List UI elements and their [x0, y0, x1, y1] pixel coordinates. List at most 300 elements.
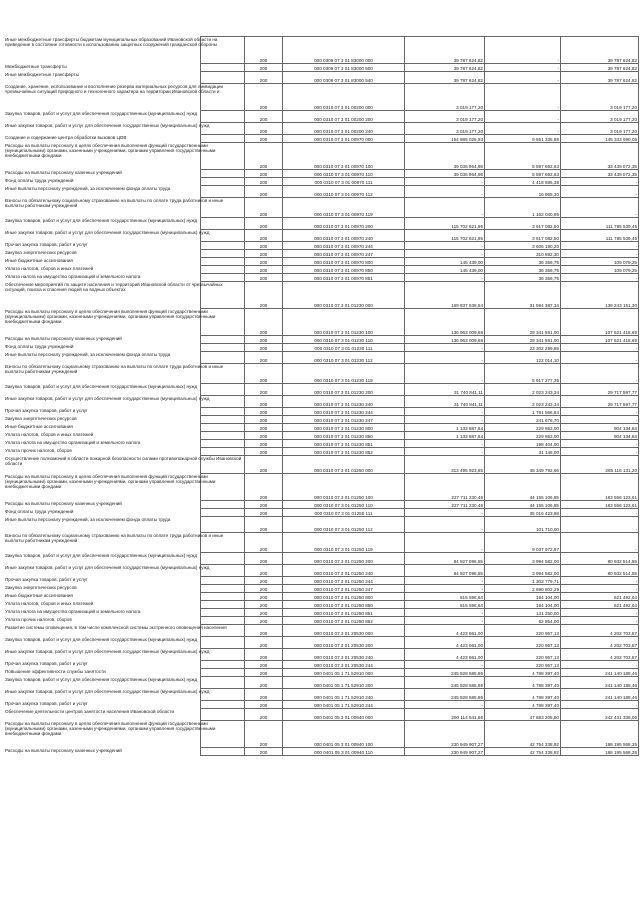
row-name: Закупка товаров, работ и услуг для обеспечения государственных (муниципальных) нужд — [5, 637, 198, 642]
row-name-cell — [5, 593, 245, 601]
table-row — [201, 701, 639, 709]
row-remaining: - — [561, 585, 639, 593]
row-executed: 29 341 591,00 — [485, 309, 561, 336]
row-executed: 16 965,30 — [485, 186, 561, 198]
row-approved: - — [405, 517, 485, 533]
row-line-code: 200 — [245, 178, 283, 186]
table-row — [201, 274, 639, 282]
row-approved: 815 596,64 — [405, 601, 485, 609]
row-name: Иные бюджетные ассигнования — [5, 593, 73, 598]
row-remaining: 241 140 188,46 — [561, 669, 639, 677]
table-row — [201, 649, 639, 661]
row-budget-code: 000 0309 07 3 01 83000 000 — [283, 37, 405, 64]
row-name: Уплата налога на имущество организаций и земельного налога — [5, 440, 141, 445]
row-remaining: - — [561, 352, 639, 364]
row-approved: 1 133 687,84 — [405, 424, 485, 432]
row-line-code: 200 — [245, 198, 283, 218]
row-executed: 42 754 338,92 — [485, 721, 561, 748]
row-name-cell — [5, 84, 245, 111]
row-budget-code: 000 0401 05 3 01 00940 000 — [283, 709, 405, 721]
table-row — [201, 344, 639, 352]
row-remaining: 265 116 131,20 — [561, 456, 639, 474]
row-executed: 5 917 277,35 — [485, 364, 561, 384]
row-name: Развитие системы оповещения, в том числе комплексной системы экстренного оповещения населения — [5, 625, 227, 630]
row-name: Закупка товаров, работ и услуг для обеспечения государственных (муниципальных) нужд — [5, 111, 198, 116]
row-remaining: 39 787 624,82 — [561, 64, 639, 72]
row-remaining: 107 621 418,69 — [561, 309, 639, 336]
row-budget-code: 000 0310 07 3 01 01230 800 — [283, 424, 405, 432]
row-executed: 3 917 082,50 — [485, 218, 561, 230]
row-line-code: 200 — [245, 517, 283, 533]
row-line-code: 200 — [245, 344, 283, 352]
row-budget-code: 000 0310 07 3 01 01250 247 — [283, 585, 405, 593]
table-row — [201, 553, 639, 565]
row-approved: 39 036 964,98 — [405, 143, 485, 170]
row-name-cell — [5, 352, 245, 364]
row-remaining: 904 134,84 — [561, 424, 639, 432]
row-name-cell — [5, 309, 245, 336]
row-name-cell — [5, 230, 245, 242]
budget-execution-table — [5, 36, 639, 756]
row-approved: 227 711 230,46 — [405, 474, 485, 501]
row-executed: 229 553,00 — [485, 432, 561, 440]
table-row — [201, 178, 639, 186]
row-line-code: 200 — [245, 282, 283, 309]
row-executed: 229 553,00 — [485, 424, 561, 432]
row-line-code: 200 — [245, 474, 283, 501]
row-approved: 39 787 624,82 — [405, 64, 485, 72]
row-executed: 29 341 591,00 — [485, 336, 561, 344]
row-name-cell — [5, 601, 245, 609]
row-line-code: 200 — [245, 84, 283, 111]
row-remaining: - — [561, 609, 639, 617]
row-executed: 4 788 397,40 — [485, 669, 561, 677]
row-approved: 39 036 964,98 — [405, 170, 485, 178]
row-approved: - — [405, 178, 485, 186]
row-line-code: 200 — [245, 456, 283, 474]
table-row — [201, 565, 639, 577]
row-approved: 3 019 177,20 — [405, 123, 485, 135]
row-budget-code: 000 0309 07 3 01 83000 540 — [283, 72, 405, 84]
row-name: Уплата налогов, сборов и иных платежей — [5, 432, 94, 437]
row-name-cell — [5, 396, 245, 408]
row-line-code: 200 — [245, 242, 283, 250]
row-executed: - — [485, 37, 561, 64]
row-name: Прочая закупка товаров, работ и услуг — [5, 242, 88, 247]
row-remaining: 145 333 690,05 — [561, 135, 639, 143]
row-line-code: 200 — [245, 258, 283, 266]
row-approved: 4 423 661,00 — [405, 649, 485, 661]
row-line-code: 200 — [245, 448, 283, 456]
row-budget-code: 000 0310 07 3 01 00970 111 — [283, 178, 405, 186]
row-budget-code: 000 0310 07 3 01 01230 112 — [283, 352, 405, 364]
row-budget-code: 000 0310 07 3 01 00970 000 — [283, 135, 405, 143]
row-approved: - — [405, 585, 485, 593]
row-approved: 245 928 585,86 — [405, 669, 485, 677]
row-budget-code: 000 0310 07 3 01 01230 111 — [283, 344, 405, 352]
row-budget-code: 000 0310 07 3 01 01250 111 — [283, 509, 405, 517]
row-budget-code: 000 0310 07 3 01 00970 850 — [283, 266, 405, 274]
row-budget-code: 000 0310 07 3 01 01250 119 — [283, 533, 405, 553]
row-remaining: - — [561, 242, 639, 250]
row-name: Закупка энергетических ресурсов — [5, 585, 77, 590]
row-approved: - — [405, 609, 485, 617]
row-budget-code: 000 0310 07 3 01 01230 850 — [283, 432, 405, 440]
row-executed: 36 359,75 — [485, 274, 561, 282]
row-line-code: 200 — [245, 64, 283, 72]
row-approved: 245 928 585,86 — [405, 689, 485, 701]
row-line-code: 200 — [245, 135, 283, 143]
row-name-cell — [5, 170, 245, 178]
row-remaining: 80 932 514,55 — [561, 565, 639, 577]
row-executed: 310 892,30 — [485, 250, 561, 258]
row-budget-code: 000 0310 07 3 01 01250 240 — [283, 565, 405, 577]
row-name: Расходы на выплаты персоналу казенных учреждений — [5, 748, 122, 753]
row-name: Взносы по обязательному социальному страхованию на выплаты по оплате труда работников и иные выплаты работникам учреждений — [5, 533, 224, 544]
row-name: Расходы на выплаты персоналу казенных учреждений — [5, 336, 122, 341]
row-executed: 194 104,00 — [485, 601, 561, 609]
row-approved: - — [405, 186, 485, 198]
row-executed: 48 349 792,66 — [485, 456, 561, 474]
row-name: Прочая закупка товаров, работ и услуг — [5, 701, 88, 706]
row-name: Создание, хранение, использование и восполнение резерва материальных ресурсов для ликвидации чрезвычайных ситуаций природного и техногенного характера на территории Ивановской области и — [5, 84, 224, 95]
row-name-cell — [5, 135, 245, 143]
row-remaining: - — [561, 517, 639, 533]
row-budget-code: 000 0401 05 3 01 00940 100 — [283, 721, 405, 748]
table-row — [201, 637, 639, 649]
row-approved: 84 927 096,55 — [405, 565, 485, 577]
row-executed: - — [485, 84, 561, 111]
row-budget-code: 000 0401 05 1 71 52910 200 — [283, 677, 405, 689]
row-line-code: 200 — [245, 553, 283, 565]
table-row — [201, 533, 639, 553]
row-name: Закупка товаров, работ и услуг для обеспечения государственных (муниципальных) нужд — [5, 677, 198, 682]
row-name-cell — [5, 456, 245, 474]
row-line-code: 200 — [245, 143, 283, 170]
row-remaining: 4 202 703,87 — [561, 649, 639, 661]
row-name-cell — [5, 274, 245, 282]
row-line-code: 200 — [245, 186, 283, 198]
table-row — [201, 721, 639, 748]
table-row — [201, 72, 639, 84]
row-name-cell — [5, 336, 245, 344]
table-row — [201, 456, 639, 474]
row-remaining: 80 932 514,55 — [561, 553, 639, 565]
row-name-cell — [5, 448, 245, 456]
row-remaining: - — [561, 186, 639, 198]
row-line-code: 200 — [245, 72, 283, 84]
row-budget-code: 000 0310 07 3 01 00200 240 — [283, 123, 405, 135]
row-name-cell — [5, 661, 245, 669]
row-name: Фонд оплаты труда учреждений — [5, 344, 74, 349]
row-approved: - — [405, 416, 485, 424]
table-row — [201, 501, 639, 509]
row-name: Расходы на выплаты персоналу казенных учреждений — [5, 170, 122, 175]
table-row — [201, 198, 639, 218]
row-line-code: 200 — [245, 637, 283, 649]
row-budget-code: 000 0401 05 1 71 52910 000 — [283, 669, 405, 677]
row-name: Взносы по обязательному социальному страхованию на выплаты по оплате труда работников и иные выплаты работникам учреждений — [5, 364, 224, 375]
row-remaining: 33 439 072,35 — [561, 143, 639, 170]
row-name-cell — [5, 721, 245, 748]
row-name: Обеспечение мероприятий по защите населения и территорий Ивановской области от чрезвычайных ситуаций, поиска и спасения людей на водных объектах — [5, 282, 223, 293]
row-budget-code: 000 0310 07 3 01 01230 852 — [283, 448, 405, 456]
table-row — [201, 517, 639, 533]
table-row — [201, 396, 639, 408]
row-approved: 230 949 907,27 — [405, 748, 485, 756]
row-approved: 145 439,00 — [405, 258, 485, 266]
row-line-code: 200 — [245, 170, 283, 178]
row-remaining: 241 140 188,46 — [561, 677, 639, 689]
row-line-code: 200 — [245, 352, 283, 364]
row-line-code: 200 — [245, 601, 283, 609]
row-remaining: 138 243 151,30 — [561, 282, 639, 309]
row-line-code: 200 — [245, 364, 283, 384]
row-approved: - — [405, 509, 485, 517]
row-budget-code: 000 0401 05 3 01 00940 110 — [283, 748, 405, 756]
row-line-code: 200 — [245, 721, 283, 748]
row-remaining: - — [561, 448, 639, 456]
row-name-cell — [5, 37, 245, 64]
row-approved: 3 019 177,20 — [405, 111, 485, 123]
row-name-cell — [5, 565, 245, 577]
table-row — [201, 364, 639, 384]
row-approved: 3 019 177,20 — [405, 84, 485, 111]
row-executed: 198 404,00 — [485, 440, 561, 448]
table-row — [201, 416, 639, 424]
row-name: Уплата налога на имущество организаций и земельного налога — [5, 274, 141, 279]
row-approved: - — [405, 577, 485, 585]
row-remaining: 4 202 703,87 — [561, 625, 639, 637]
row-approved: 290 114 541,66 — [405, 709, 485, 721]
table-row — [201, 509, 639, 517]
row-approved: - — [405, 408, 485, 416]
table-body — [5, 37, 639, 756]
row-name: Иные межбюджетные трансферты — [5, 72, 79, 77]
table-row — [201, 601, 639, 609]
row-executed: 4 788 397,40 — [485, 701, 561, 709]
row-budget-code: 000 0310 07 3 01 01250 850 — [283, 601, 405, 609]
row-name-cell — [5, 198, 245, 218]
row-name: Уплата налогов, сборов и иных платежей — [5, 601, 94, 606]
row-approved: - — [405, 364, 485, 384]
row-approved: - — [405, 440, 485, 448]
row-executed: 220 957,13 — [485, 637, 561, 649]
row-remaining: 621 492,64 — [561, 601, 639, 609]
row-budget-code: 000 0310 07 3 01 01230 119 — [283, 364, 405, 384]
row-name-cell — [5, 533, 245, 553]
row-executed: 194 104,00 — [485, 593, 561, 601]
row-line-code: 200 — [245, 250, 283, 258]
row-executed: 44 155 106,85 — [485, 474, 561, 501]
row-approved: 815 596,64 — [405, 593, 485, 601]
table-row — [201, 242, 639, 250]
row-executed: 4 788 397,40 — [485, 689, 561, 701]
row-name: Прочая закупка товаров, работ и услуг — [5, 408, 88, 413]
row-name: Закупка товаров, работ и услуг для обеспечения государственных (муниципальных) нужд — [5, 384, 198, 389]
row-budget-code: 000 0401 05 1 71 52910 240 — [283, 689, 405, 701]
row-approved: 154 885 025,93 — [405, 135, 485, 143]
row-name: Расходы на выплаты персоналу в целях обеспечения выполнения функций государственными (муниципальными) органами, казенными учреждениями, органами управления государственными внебюджетными фондами — [5, 143, 216, 159]
row-executed: 122 014,10 — [485, 352, 561, 364]
row-executed: - — [485, 111, 561, 123]
row-name: Закупка энергетических ресурсов — [5, 416, 77, 421]
table-row — [201, 432, 639, 440]
row-remaining: - — [561, 533, 639, 553]
row-executed: 3 606 190,20 — [485, 242, 561, 250]
row-budget-code: 000 0310 07 3 01 01250 800 — [283, 593, 405, 601]
row-executed: 241 676,70 — [485, 416, 561, 424]
row-line-code: 200 — [245, 384, 283, 396]
row-name: Уплата налога на имущество организаций и земельного налога — [5, 609, 141, 614]
table-row — [201, 218, 639, 230]
row-remaining: 242 431 336,06 — [561, 709, 639, 721]
row-budget-code: 000 0310 07 3 01 00970 200 — [283, 218, 405, 230]
row-name: Осуществление полномочий в области пожарной безопасности силами противопожарной службы Ивановской области — [5, 456, 242, 467]
row-approved: 245 928 585,86 — [405, 677, 485, 689]
row-name: Иные закупки товаров, работ и услуг для обеспечения государственных (муниципальных) нужд — [5, 689, 210, 694]
table-row — [201, 661, 639, 669]
row-name-cell — [5, 258, 245, 266]
row-remaining: 188 195 568,35 — [561, 721, 639, 748]
row-budget-code: 000 0310 07 3 01 00970 851 — [283, 274, 405, 282]
row-name: Создание и содержание центра обработки вызовов ЦОВ — [5, 135, 127, 140]
row-executed: 2 690 802,29 — [485, 585, 561, 593]
row-line-code: 200 — [245, 440, 283, 448]
row-name-cell — [5, 364, 245, 384]
row-remaining: - — [561, 617, 639, 625]
row-name: Иные выплаты персоналу учреждений, за исключением фонда оплаты труда — [5, 186, 171, 191]
row-name: Закупка товаров, работ и услуг для обеспечения государственных (муниципальных) нужд — [5, 553, 198, 558]
table-row — [201, 186, 639, 198]
row-remaining: 183 556 123,61 — [561, 501, 639, 509]
row-budget-code: 000 0310 07 3 01 00970 100 — [283, 143, 405, 170]
row-line-code: 200 — [245, 689, 283, 701]
table-row — [201, 64, 639, 72]
row-name-cell — [5, 474, 245, 501]
table-row — [201, 37, 639, 64]
row-executed: 31 149,00 — [485, 448, 561, 456]
row-executed: - — [485, 64, 561, 72]
row-remaining: 39 787 624,82 — [561, 72, 639, 84]
row-approved: - — [405, 617, 485, 625]
row-line-code: 200 — [245, 123, 283, 135]
row-line-code: 200 — [245, 509, 283, 517]
row-approved: - — [405, 242, 485, 250]
row-name-cell — [5, 123, 245, 135]
row-name-cell — [5, 689, 245, 701]
row-budget-code: 000 0310 07 3 01 01250 110 — [283, 501, 405, 509]
row-approved: - — [405, 533, 485, 553]
row-executed: 4 788 397,40 — [485, 677, 561, 689]
row-remaining: 29 717 597,77 — [561, 384, 639, 396]
row-budget-code: 000 0310 07 3 01 20530 000 — [283, 625, 405, 637]
row-line-code: 200 — [245, 625, 283, 637]
row-budget-code: 000 0310 07 3 01 00970 244 — [283, 242, 405, 250]
row-name-cell — [5, 585, 245, 593]
row-line-code: 200 — [245, 230, 283, 242]
row-line-code: 200 — [245, 408, 283, 416]
row-budget-code: 000 0310 07 3 01 01230 240 — [283, 396, 405, 408]
row-remaining: - — [561, 577, 639, 585]
row-executed: 2 023 243,34 — [485, 384, 561, 396]
row-remaining: 904 134,84 — [561, 432, 639, 440]
row-approved: 230 949 907,27 — [405, 721, 485, 748]
row-approved: - — [405, 352, 485, 364]
row-approved: 4 423 661,00 — [405, 625, 485, 637]
table-row — [201, 84, 639, 111]
row-executed: 47 683 205,60 — [485, 709, 561, 721]
row-line-code: 200 — [245, 501, 283, 509]
table-row — [201, 266, 639, 274]
table-row — [201, 309, 639, 336]
table-row — [201, 669, 639, 677]
row-budget-code: 000 0310 07 3 01 20530 244 — [283, 661, 405, 669]
row-name: Фонд оплаты труда учреждений — [5, 509, 74, 514]
table-row — [201, 111, 639, 123]
row-name: Уплата прочих налогов, сборов — [5, 617, 72, 622]
table-row — [201, 170, 639, 178]
row-remaining: 39 787 624,82 — [561, 37, 639, 64]
row-remaining: 621 492,64 — [561, 593, 639, 601]
row-name-cell — [5, 266, 245, 274]
row-budget-code: 000 0309 07 3 01 83000 500 — [283, 64, 405, 72]
row-remaining: 109 079,25 — [561, 266, 639, 274]
row-name: Иные закупки товаров, работ и услуг для обеспечения государственных (муниципальных) нужд — [5, 565, 210, 570]
row-approved: - — [405, 661, 485, 669]
row-executed: 62 854,00 — [485, 617, 561, 625]
table-row — [201, 143, 639, 170]
table-row — [201, 585, 639, 593]
row-remaining: 111 785 539,45 — [561, 230, 639, 242]
row-approved: 31 740 841,11 — [405, 384, 485, 396]
row-executed: 4 418 686,38 — [485, 178, 561, 186]
row-remaining: 183 556 123,61 — [561, 474, 639, 501]
row-approved: - — [405, 250, 485, 258]
row-name: Расходы на выплаты персоналу в целях обеспечения выполнения функций государственными (муниципальными) органами, казенными учреждениями, органами управления государственными внебюджетными фондами — [5, 309, 216, 325]
row-name: Прочая закупка товаров, работ и услуг — [5, 577, 88, 582]
row-executed: 9 551 335,88 — [485, 135, 561, 143]
row-executed: 23 302 299,55 — [485, 344, 561, 352]
row-approved: 136 963 009,69 — [405, 309, 485, 336]
row-approved: - — [405, 344, 485, 352]
row-approved: 1 133 687,84 — [405, 432, 485, 440]
row-name-cell — [5, 440, 245, 448]
table-row — [201, 336, 639, 344]
row-remaining: - — [561, 408, 639, 416]
row-name: Иные закупки товаров, работ и услуг для обеспечения государственных (муниципальных) нужд — [5, 230, 210, 235]
row-line-code: 200 — [245, 661, 283, 669]
row-remaining: 111 785 539,45 — [561, 218, 639, 230]
row-name-cell — [5, 432, 245, 440]
row-executed: 101 710,00 — [485, 517, 561, 533]
row-name-cell — [5, 577, 245, 585]
row-name: Иные выплаты персоналу учреждений, за исключением фонда оплаты труда — [5, 517, 171, 522]
table-row — [201, 577, 639, 585]
row-name-cell — [5, 424, 245, 432]
row-line-code: 200 — [245, 218, 283, 230]
table-row — [201, 474, 639, 501]
row-executed: 2 023 243,34 — [485, 396, 561, 408]
row-budget-code: 000 0310 07 3 01 01230 200 — [283, 384, 405, 396]
row-name: Взносы по обязательному социальному страхованию на выплаты по оплате труда работников и иные выплаты работникам учреждений — [5, 198, 224, 209]
row-name-cell — [5, 416, 245, 424]
row-remaining: - — [561, 344, 639, 352]
row-name-cell — [5, 143, 245, 170]
row-budget-code: 000 0310 07 3 01 01250 200 — [283, 553, 405, 565]
row-name: Расходы на выплаты персоналу казенных учреждений — [5, 501, 122, 506]
table-row — [201, 709, 639, 721]
